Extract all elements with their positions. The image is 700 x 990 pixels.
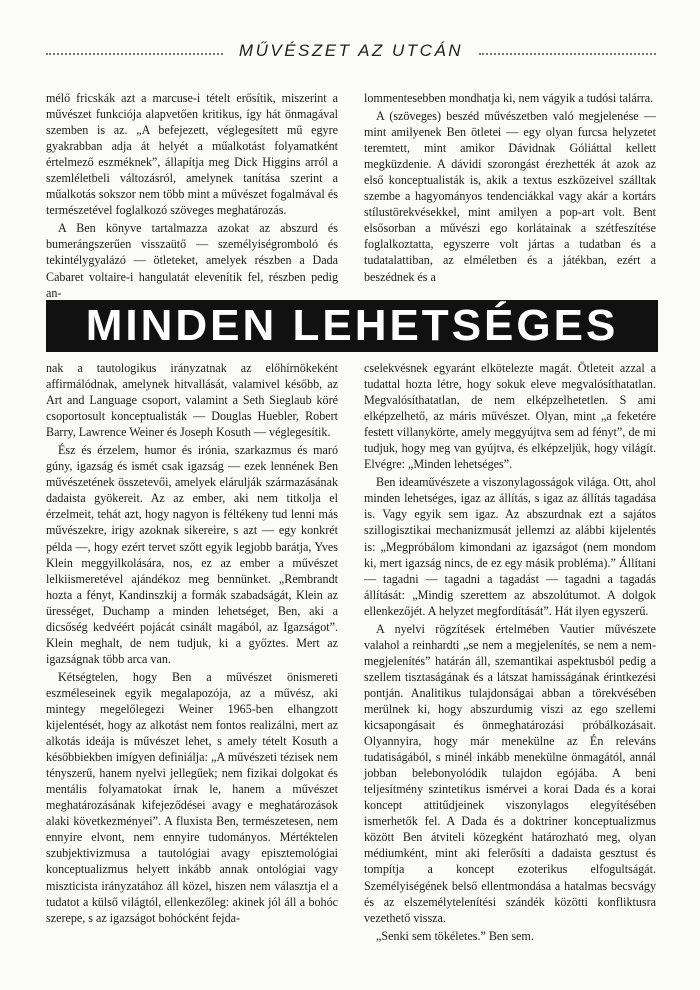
paragraph: cselekvésnek egyaránt elkötelezte magát. Ötleteit azzal a tudattal hozta létre, hogy sokuk eleve megvalósíthatatlan. Megvalósíthatatlan, de nem elképzelhetetlen. S ami elképzelhető, az máris művészet. Olyan, mint „a feketére festett villanykörte, amely meggyújtva sem ad fényt”, de mi tudjuk, hogy meg van gyújtva, és elképzeljük, hogy világít. Elvégre: „Minden lehetséges”. xyxy=(364,361,656,472)
paragraph: A nyelvi rögzítések értelmében Vautier művészete valahol a reinhardti „se nem a megjelenítés, se nem a nem-megjelenítés” határán áll, szemantikai aspektusból pedig a szellem tisztaságának és a látszat hamisságának érintkezési pontján. Analitikus tulajdonságai abban a törekvésében merülnek ki, hogy abszurdumig viszi az ego szellemi kicsapongásait és önmeghatározási próbálkozásait. Olyannyira, hogy már menekülne az Én releváns tudatiságából, s minél inkább menekülne önmagától, annál jobban belebonyolódik tulajdon egójába. A beni teljesítmény szintetikus ismérvei a korai Dada és a korai koncept attitűdjeinek viszonylagos elegyítésében ismerhetők fel. A Dada és a doktriner konceptualizmus között Ben átviteli közegként határozható meg, olyan médiumként, mint aki felerősíti a dadaista gesztust és tompítja a koncept ezoterikus elfogultságát. Személyiségének belső ellentmondása a hatalmas becsvágy és az elszemélytelenítési szándék közötti konfliktusra vezethető vissza. xyxy=(364,621,656,925)
top-left-column xyxy=(46,90,338,300)
paragraph: mélő fricskák azt a marcuse-i tételt erősítik, miszerint a művészet funkciója alapvetően kritikus, így hát önmagával szemben is az. „A befejezett, véglegesített mű egyre gyakrabban adja át helyét a műalkotást folyamatként értelmező eszméknek”, állapítja meg Dick Higgins arról a szemléletbeli változásról, amelynek tanítása szerint a műalkotás sokszor nem több mint a művészet fogalmával és természetével foglalkozó szöveges meghatározás. xyxy=(46,91,338,218)
header-dotted-rule-right xyxy=(479,53,656,55)
headline-banner: MINDEN LEHETSÉGES xyxy=(46,300,658,352)
bottom-left-column xyxy=(46,360,338,978)
paragraph: lommentesebben mondhatja ki, nem vágyik a tudósi talárra. xyxy=(364,91,654,105)
bottom-columns xyxy=(46,360,656,978)
paragraph: nak a tautologikus irányzatnak az előhírnökeként affirmálódnak, amelynek hitvallását, valamivel később, az Art and Language csoport, valamint a Seth Sieglaub köré csoportosult konceptualisták — Douglas Huebler, Robert Barry, Lawrence Weiner és Joseph Kosuth — véglegesítik. xyxy=(46,361,338,440)
paragraph: „Senki sem tökéletes.” Ben sem. xyxy=(376,928,534,943)
top-columns xyxy=(46,90,656,300)
running-header xyxy=(46,38,656,64)
header-title: MŰVÉSZET AZ UTCÁN xyxy=(238,41,464,60)
bottom-right-column xyxy=(364,360,656,978)
top-right-column xyxy=(364,90,656,284)
paragraph: Kétségtelen, hogy Ben a művészet önismereti eszméleseinek egyik megalapozója, az a művész, aki mintegy megelőlegezi Weiner 1965-ben elhangzott kijelentését, hogy az alkotást nem fontos realizálni, mert az alkotás ideája is művészet lehet, s amely tételt Kosuth a későbbiekben imígyen definiálja: „A művészeti tézisek nem tényszerű, hanem nyelvi jellegűek; nem fizikai dolgokat és mentális folyamatokat írnak le, hanem a művészet meghatározásának kifejeződései avagy e meghatározások alaki következményei”. A fluxista Ben, természetesen, nem ennyire elvont, nem ennyire tudományos. Mértéktelen szubjektivizmusa a tautológiai avagy episztemológiai konceptualizmus helyett inkább annak ontológiai vagy miszticista irányzatához áll közel, hiszen nem választja el a tudatot a külső világtól, ellenkezőleg: akinek jól áll a bohóc szerepe, s az igazságot bohócként fejda- xyxy=(46,669,338,925)
header-dotted-rule-left xyxy=(46,53,223,55)
paragraph: A Ben könyve tartalmazza azokat az abszurd és bumerángszerűen visszaütő — személyiségromboló és tekintélygyalázó — ötleteket, amelyek részben a Dada Cabaret voltaire-i hangulatát elevenítik fel, részben pedig an- xyxy=(46,221,338,300)
paragraph: Ben ideaművészete a viszonylagosságok világa. Ott, ahol minden lehetséges, igaz az állítás, s igaz az állítás tagadása is. Vagy egyik sem igaz. Az abszurdnak ezt a sajátos szillogisztikai mechanizmusát jellemzi az alábbi kijelentés is: „Megpróbálom kimondani az igazságot (nem mondom ki, mert igazság nincs, de ez egy másik probléma).” Állítani — tagadni — tagadni a tagadást — tagadni a tagadás állítását: „Mindig szerettem az abszolútumot. A dolgok ellenkezőjét. A helyzet megfordítását”. Hát ilyen egyszerű. xyxy=(364,475,656,618)
paragraph: A (szöveges) beszéd művészetben való megjelenése — mint amilyenek Ben ötletei — egy olyan furcsa helyzetet teremtett, mint amikor Dávidnak Góliáttal kellett megküzdenie. A dávidi szorongást érezhették át azok az első konceptualisták is, akik a textus eszközeivel szálltak szembe a hagyományos tendenciákkal vagy akár a kortárs stílustörekvésekkel, mint amilyen a pop-art volt. Bent elsősorban a művészi ego korlátainak a szétfeszítése foglalkoztatta, egyszerre volt jártas a tudatban és a tudatalattiban, az elméletben és a játékban, ezért a beszédnek és a xyxy=(364,109,656,284)
paragraph: Ész és érzelem, humor és irónia, szarkazmus és maró gúny, igazság és ismét csak igazság — ezek lennének Ben művészetének összetevői, amelyek elárulják származásának dadaista gyökereit. Az az ember, aki nem titkolja el érzelmeit, tehát azt, hogy nagyon is féltékeny tud lenni más művészekre, irigy azoknak sikereire, s azt — egy konkrét példa —, hogy ezért tervet szőtt egyik legjobb barátja, Yves Klein meggyilkolására, nos, ez az ember a művészet lelkiismeretével ajándékoz meg bennünket. „Rembrandt hozta a fényt, Kandinszkij a formák szabadságát, Klein az ürességet, Duchamp a minden lehetséget, Ben, aki a dicsőség kedvéért pojácát csinált magából, az Igazságot”. Klein meghalt, de nem tudjuk, ki a győztes. Mert az igazságnak több arca van. xyxy=(46,443,338,666)
